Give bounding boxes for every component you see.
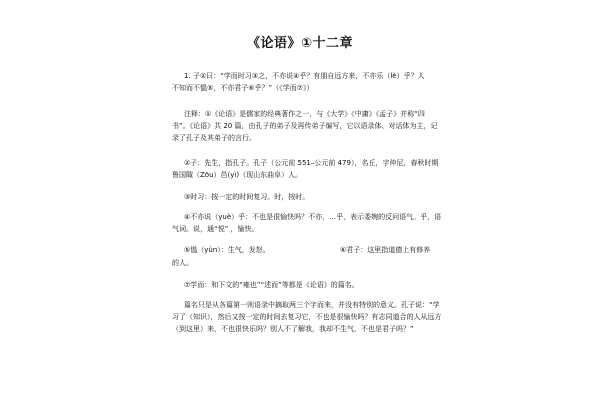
- note-paragraph-7: [172, 279, 440, 291]
- text-line: （到这里）来，不也很快乐吗？别人不了解我，我却不生气，不也是君子吗？”: [172, 325, 414, 333]
- text-line: ②子：先生，指孔子。孔子（公元前 551–公元前 479），名丘，字仲尼，春秋时期: [184, 159, 439, 167]
- text-line: 习了（知识），然后又按一定的时间去复习它，不也是很愉快吗？有志同道合的人从远方: [172, 313, 442, 321]
- verse-paragraph: [172, 70, 440, 94]
- note-paragraph-3: [172, 191, 440, 203]
- text-line: 录了孔子及其弟子的言行。: [172, 134, 256, 142]
- text-line: 篇名只是从各篇第一则语录中摘取两三个字而来，并没有特别的意义。孔子说：“学: [184, 301, 440, 309]
- text-line: ④不亦说（yuè）乎：不也是很愉快吗？不亦，…乎，表示委婉的反问语气。乎，语: [184, 213, 442, 221]
- text-line: ⑦学而：和下文的“雍也”“述而”等都是《论语》的篇名。: [184, 281, 359, 289]
- note-5: ⑤愠（yùn）：生气，发怒。: [184, 246, 270, 254]
- note-6: ⑥君子：这里指道德上有修养: [340, 246, 431, 254]
- note-paragraph-5-6: [172, 244, 440, 256]
- text-line: ③时习：按一定的时间复习。时，按时。: [184, 193, 310, 201]
- note-paragraph-4: [172, 211, 440, 235]
- text-line: 气词。说，通“悦” ，愉快。: [172, 225, 259, 233]
- text-line: 书”。《论语》共 20 篇，由孔子的弟子及再传弟子编写，它以语录体、对话体为主，记: [172, 122, 438, 130]
- note-paragraph-1: [172, 108, 440, 144]
- text-line: 鲁国陬（Zōu）邑(yì)（现山东曲阜）人。: [172, 171, 303, 179]
- note-paragraph-6-cont: [172, 257, 440, 269]
- translation-paragraph: [172, 299, 440, 335]
- text-line: 的人。: [172, 259, 193, 267]
- text-line: 注释：①《论语》是儒家的经典著作之一，与《大学》《中庸》《孟子》并称“四: [184, 110, 425, 118]
- text-line: 1. 子②曰：“学而时习③之，不亦说④乎？有朋自远方来，不亦乐（lè）乎？人: [184, 72, 425, 80]
- document-title: 《论语》①十二章: [246, 36, 353, 51]
- note-paragraph-2: [172, 157, 440, 181]
- text-line: 不知而不愠⑤，不亦君子⑥乎？”（《学而⑦》）: [172, 84, 314, 92]
